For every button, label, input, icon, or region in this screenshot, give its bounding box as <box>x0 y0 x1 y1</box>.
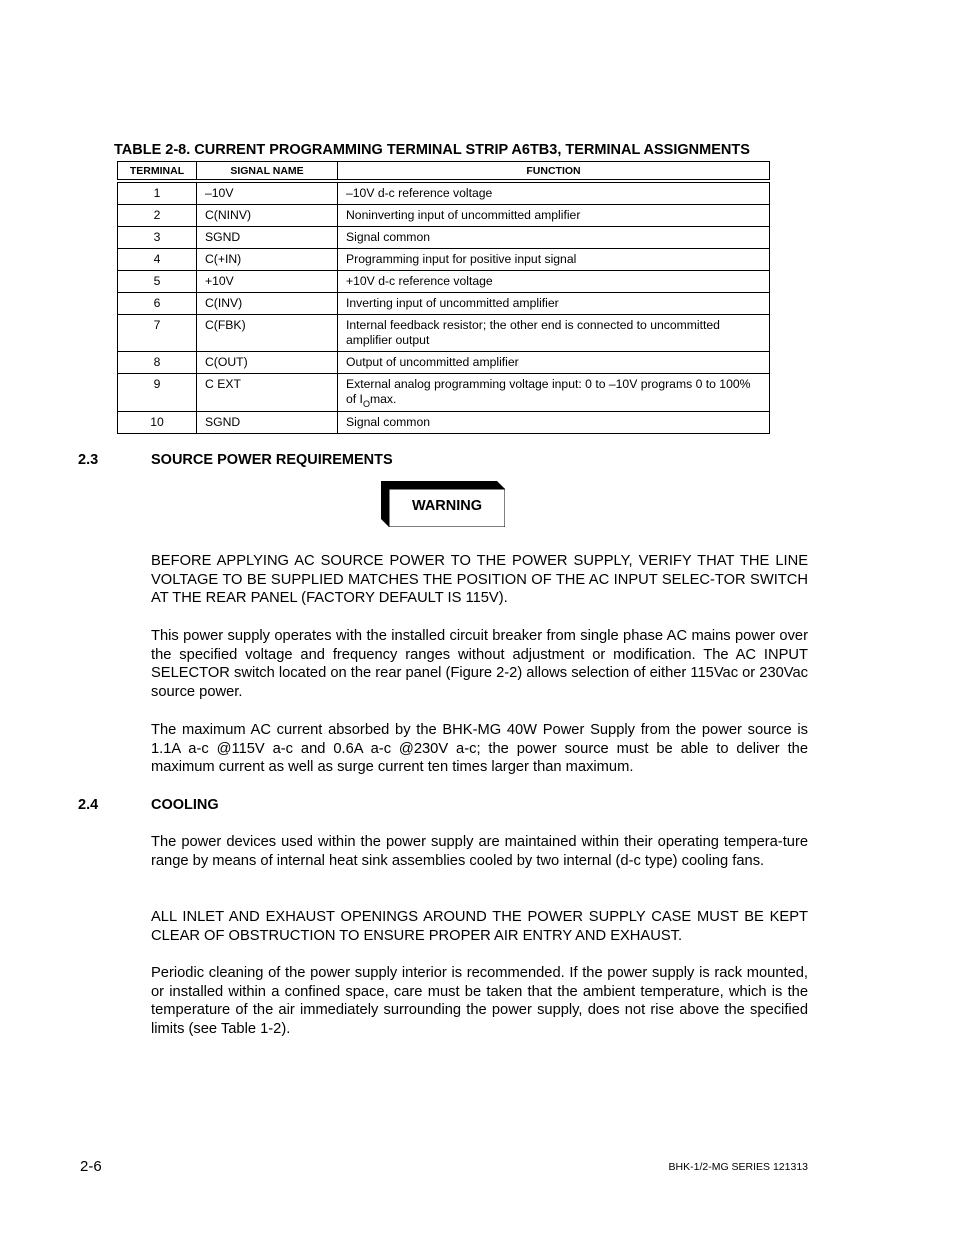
body-paragraph: The power devices used within the power supply are maintained within their operating tempera-ture range by means of internal heat sink assemblies cooled by two internal (d-c type) cooling fans. <box>151 834 808 869</box>
signal-cell: C(OUT) <box>197 352 338 374</box>
section-number: 2.3 <box>78 452 99 468</box>
terminal-cell: 8 <box>118 352 197 374</box>
header-function: FUNCTION <box>338 162 770 182</box>
terminal-cell: 9 <box>118 374 197 412</box>
function-cell: Signal common <box>338 412 770 434</box>
terminal-cell: 4 <box>118 249 197 271</box>
table-row <box>118 293 770 315</box>
terminal-cell: 10 <box>118 412 197 434</box>
function-cell: +10V d-c reference voltage <box>338 271 770 293</box>
function-text: External analog programming voltage input: 0 to –10V programs 0 to 100% of I <box>346 377 751 406</box>
table-row <box>118 352 770 374</box>
body-paragraph: Periodic cleaning of the power supply interior is recommended. If the power supply is rack mounted, or installed within a confined space, care must be taken that the ambient temperature, which is the temperature of the air immediately surrounding the power supply, does not rise above the specified limits (see Table 1-2). <box>151 965 808 1038</box>
terminal-cell: 7 <box>118 315 197 352</box>
warning-paragraph: BEFORE APPLYING AC SOURCE POWER TO THE POWER SUPPLY, VERIFY THAT THE LINE VOLTAGE TO BE SUPPLIED MATCHES THE POSITION OF THE AC INPUT SELEC-TOR SWITCH AT THE REAR PANEL (FACTORY DEFAULT IS 115V). <box>151 553 808 607</box>
function-cell: Signal common <box>338 227 770 249</box>
table-title: TABLE 2-8. CURRENT PROGRAMMING TERMINAL STRIP A6TB3, TERMINAL ASSIGNMENTS <box>114 142 750 158</box>
table-row <box>118 271 770 293</box>
body-paragraph: The maximum AC current absorbed by the BHK-MG 40W Power Supply from the power source is 1.1A a-c @115V a-c and 0.6A a-c @230V a-c; the power source must be able to deliver the maximum current as well as surge current ten times larger than maximum. <box>151 722 808 776</box>
terminal-cell: 3 <box>118 227 197 249</box>
table-row <box>118 374 770 412</box>
warning-label: WARNING <box>411 498 483 514</box>
function-cell: Programming input for positive input signal <box>338 249 770 271</box>
header-signal-name: SIGNAL NAME <box>197 162 338 182</box>
table-row <box>118 249 770 271</box>
table-header-row <box>118 162 770 182</box>
function-cell: –10V d-c reference voltage <box>338 181 770 205</box>
terminal-cell: 5 <box>118 271 197 293</box>
function-cell: Inverting input of uncommitted amplifier <box>338 293 770 315</box>
function-text-end: max. <box>369 392 397 406</box>
table-row <box>118 181 770 205</box>
signal-cell: C(NINV) <box>197 205 338 227</box>
signal-cell: +10V <box>197 271 338 293</box>
terminal-cell: 2 <box>118 205 197 227</box>
function-cell <box>338 374 770 412</box>
terminal-cell: 6 <box>118 293 197 315</box>
table-row <box>118 412 770 434</box>
body-paragraph: This power supply operates with the installed circuit breaker from single phase AC mains power over the specified voltage and frequency ranges without adjustment or modification. The AC INPUT SELECTOR switch located on the rear panel (Figure 2-2) allows selection of either 115Vac or 230Vac source power. <box>151 628 808 701</box>
header-terminal: TERMINAL <box>118 162 197 182</box>
signal-cell: C(FBK) <box>197 315 338 352</box>
function-cell: Output of uncommitted amplifier <box>338 352 770 374</box>
signal-cell: SGND <box>197 412 338 434</box>
warning-box <box>381 481 505 527</box>
page-number: 2-6 <box>80 1158 102 1175</box>
terminal-cell: 1 <box>118 181 197 205</box>
function-cell: Internal feedback resistor; the other end is connected to uncommitted amplifier output <box>338 315 770 352</box>
signal-cell: C(INV) <box>197 293 338 315</box>
signal-cell: C(+IN) <box>197 249 338 271</box>
table-row <box>118 205 770 227</box>
section-number: 2.4 <box>78 797 99 813</box>
subscript-o: O <box>362 399 370 409</box>
series-label: BHK-1/2-MG SERIES 121313 <box>668 1161 808 1173</box>
terminal-assignments-table <box>117 161 770 434</box>
signal-cell: C EXT <box>197 374 338 412</box>
signal-cell: –10V <box>197 181 338 205</box>
section-title: SOURCE POWER REQUIREMENTS <box>151 452 393 468</box>
table-row <box>118 227 770 249</box>
section-title: COOLING <box>151 797 219 813</box>
table-row <box>118 315 770 352</box>
caution-paragraph: ALL INLET AND EXHAUST OPENINGS AROUND THE POWER SUPPLY CASE MUST BE KEPT CLEAR OF OBSTRUCTION TO ENSURE PROPER AIR ENTRY AND EXHAUST. <box>151 909 808 944</box>
function-cell: Noninverting input of uncommitted amplifier <box>338 205 770 227</box>
signal-cell: SGND <box>197 227 338 249</box>
